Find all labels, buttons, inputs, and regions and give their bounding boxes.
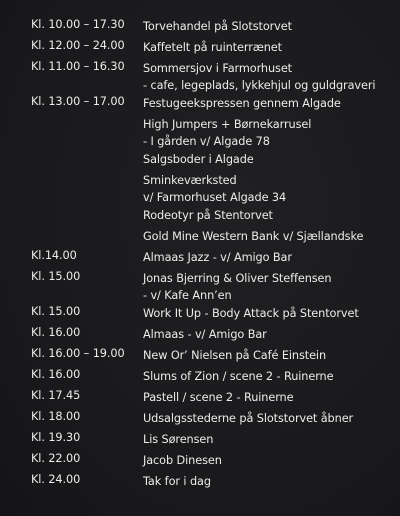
schedule-time: Kl. 22.00 xyxy=(31,452,81,465)
schedule-time: Kl. 15.00 xyxy=(31,270,81,283)
schedule-time: Kl.14.00 xyxy=(31,249,77,262)
schedule-event xyxy=(143,473,393,490)
schedule-event-line: Gold Mine Western Bank v/ Sjællandske xyxy=(143,230,364,243)
schedule-time: Kl. 16.00 xyxy=(31,326,81,339)
schedule-event xyxy=(143,60,393,94)
schedule-event xyxy=(143,368,393,385)
schedule-time: Kl. 12.00 – 24.00 xyxy=(31,39,125,52)
schedule-event xyxy=(143,389,393,406)
schedule-event-line: Sommersjov i Farmorhuset xyxy=(143,62,293,75)
schedule-event-line: Festugeekspressen gennem Algade xyxy=(143,97,341,110)
schedule-event xyxy=(143,452,393,469)
schedule-event xyxy=(143,207,393,224)
schedule-event xyxy=(143,116,393,150)
schedule-event xyxy=(143,249,393,266)
schedule-event xyxy=(143,305,393,322)
schedule-time: Kl. 10.00 – 17.30 xyxy=(31,18,125,31)
schedule-event-line: Salgsboder i Algade xyxy=(143,153,254,166)
schedule-time: Kl. 15.00 xyxy=(31,305,81,318)
schedule-event-line: Jacob Dinesen xyxy=(143,454,222,467)
schedule-event-line: High Jumpers + Børnekarrusel xyxy=(143,118,312,131)
schedule-time: Kl. 24.00 xyxy=(31,473,81,486)
schedule-event-line: Kaffetelt på ruinterrænet xyxy=(143,41,282,54)
schedule-event-line: New Or’ Nielsen på Café Einstein xyxy=(143,349,327,362)
schedule-time: Kl. 18.00 xyxy=(31,410,81,423)
schedule-time: Kl. 11.00 – 16.30 xyxy=(31,60,125,73)
schedule-event xyxy=(143,95,393,112)
schedule-event-line: Tak for i dag xyxy=(143,475,211,488)
schedule-event xyxy=(143,326,393,343)
schedule-event-line: Sminkeværksted xyxy=(143,174,237,187)
schedule-event-line: Jonas Bjerring & Oliver Steffensen xyxy=(143,272,332,285)
schedule-event-line: - cafe, legeplads, lykkehjul og guldgraveri xyxy=(143,79,376,92)
schedule-event xyxy=(143,347,393,364)
schedule-event-line: Lis Sørensen xyxy=(143,433,214,446)
schedule-time: Kl. 16.00 xyxy=(31,368,81,381)
schedule-time: Kl. 17.45 xyxy=(31,389,81,402)
schedule-event-line: Work It Up - Body Attack på Stentorvet xyxy=(143,307,359,320)
schedule-event xyxy=(143,270,393,304)
schedule-time: Kl. 19.30 xyxy=(31,431,81,444)
schedule-event xyxy=(143,18,393,35)
schedule-event-line: - v/ Kafe Ann’en xyxy=(143,289,232,302)
schedule-event-line: Slums of Zion / scene 2 - Ruinerne xyxy=(143,370,334,383)
schedule-event xyxy=(143,228,393,245)
schedule-event-line: Almaas - v/ Amigo Bar xyxy=(143,328,267,341)
schedule-event-line: Rodeotyr på Stentorvet xyxy=(143,209,273,222)
schedule-event xyxy=(143,39,393,56)
schedule-event xyxy=(143,431,393,448)
schedule-event-line: - I gården v/ Algade 78 xyxy=(143,135,270,148)
schedule-time: Kl. 13.00 – 17.00 xyxy=(31,95,125,108)
schedule-event xyxy=(143,151,393,168)
schedule-event xyxy=(143,410,393,427)
schedule-event-line: Pastell / scene 2 - Ruinerne xyxy=(143,391,294,404)
schedule-event-line: Almaas Jazz - v/ Amigo Bar xyxy=(143,251,292,264)
schedule-event-line: Torvehandel på Slotstorvet xyxy=(143,20,292,33)
schedule-event-line: v/ Farmorhuset Algade 34 xyxy=(143,191,287,204)
schedule-event xyxy=(143,172,393,206)
schedule-event-line: Udsalgsstederne på Slotstorvet åbner xyxy=(143,412,354,425)
schedule-time: Kl. 16.00 – 19.00 xyxy=(31,347,125,360)
